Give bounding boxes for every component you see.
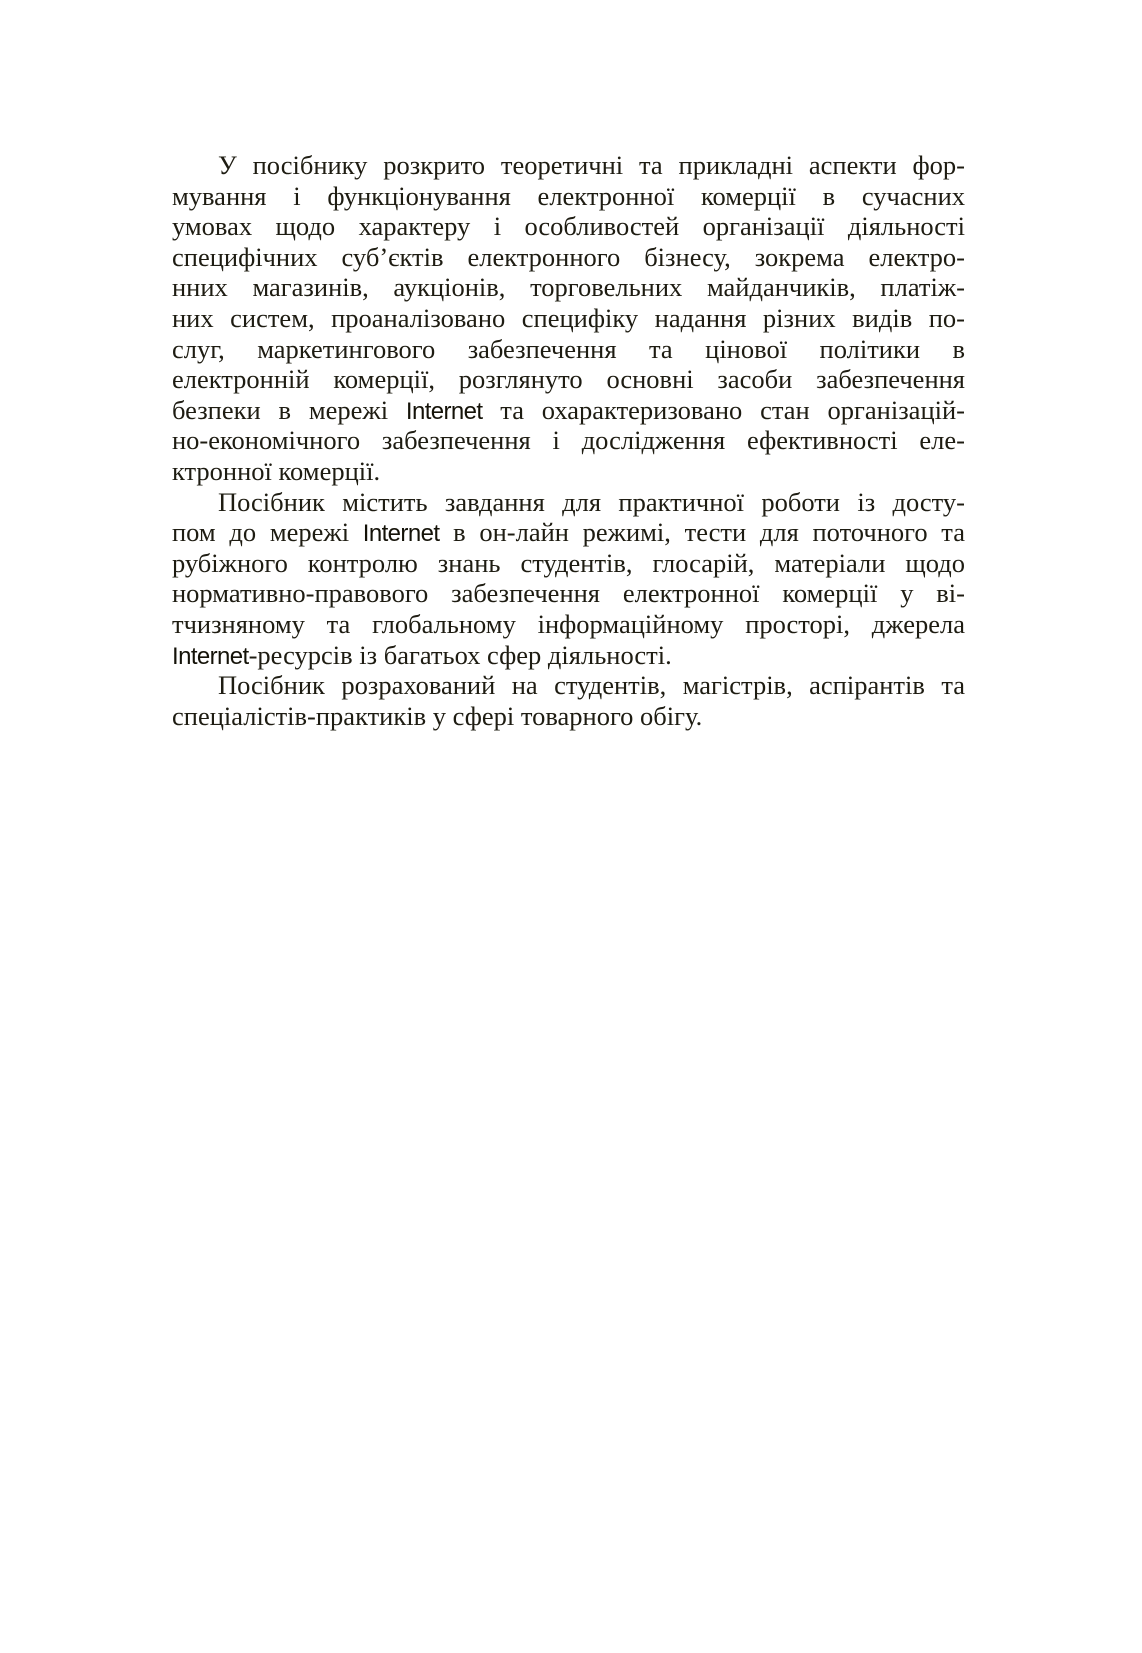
annotation-text <box>172 150 965 731</box>
text-line: електронній комерції, розглянуто основні засоби забезпечення <box>172 364 965 395</box>
text-line: рубіжного контролю знань студентів, глосарій, матеріали щодо <box>172 547 965 578</box>
text-fragment: пом до мережі <box>172 517 363 548</box>
text-line <box>172 517 965 548</box>
text-fragment: та охарактеризовано стан організацій- <box>482 394 965 425</box>
text-line: мування і функціонування електронної комерції в сучасних <box>172 180 965 211</box>
text-line: ктронної комерції. <box>172 455 381 486</box>
paragraph-2 <box>172 487 965 671</box>
text-line: спеціалістів-практиків у сфері товарного обігу. <box>172 700 703 731</box>
text-line: них систем, проаналізовано специфіку надання різних видів по- <box>172 302 965 333</box>
text-line: умовах щодо характеру і особливостей організації діяльності <box>172 211 965 242</box>
text-line: нних магазинів, аукціонів, торговельних майданчиків, платіж- <box>172 272 965 303</box>
text-line: У посібнику розкрито теоретичні та прикладні аспекти фор- <box>218 150 965 180</box>
internet-term: Internet <box>362 520 440 548</box>
text-line <box>172 640 965 671</box>
text-line: тчизняному та глобальному інформаційному просторі, джерела <box>172 608 965 639</box>
text-fragment: безпеки в мережі <box>172 394 406 425</box>
text-line: специфічних суб’єктів електронного бізнесу, зокрема електро- <box>172 241 965 272</box>
text-fragment: в он-лайн режимі, тести для поточного та <box>439 517 965 548</box>
paragraph-3 <box>172 670 965 731</box>
text-line: но-економічного забезпечення і дослідження ефективності еле- <box>172 425 965 456</box>
text-line: слуг, маркетингового забезпечення та цінової політики в <box>172 333 965 364</box>
internet-term: Internet <box>405 397 483 425</box>
text-line: Посібник розрахований на студентів, магістрів, аспірантів та <box>218 670 965 701</box>
text-line: нормативно-правового забезпечення електронної комерції у ві- <box>172 578 965 609</box>
text-fragment: -ресурсів із багатьох сфер діяльності. <box>248 639 672 670</box>
internet-term: Internet <box>172 642 249 670</box>
paragraph-1 <box>172 150 965 487</box>
text-line: Посібник містить завдання для практичної роботи із досту- <box>218 486 965 517</box>
text-line <box>172 395 965 426</box>
